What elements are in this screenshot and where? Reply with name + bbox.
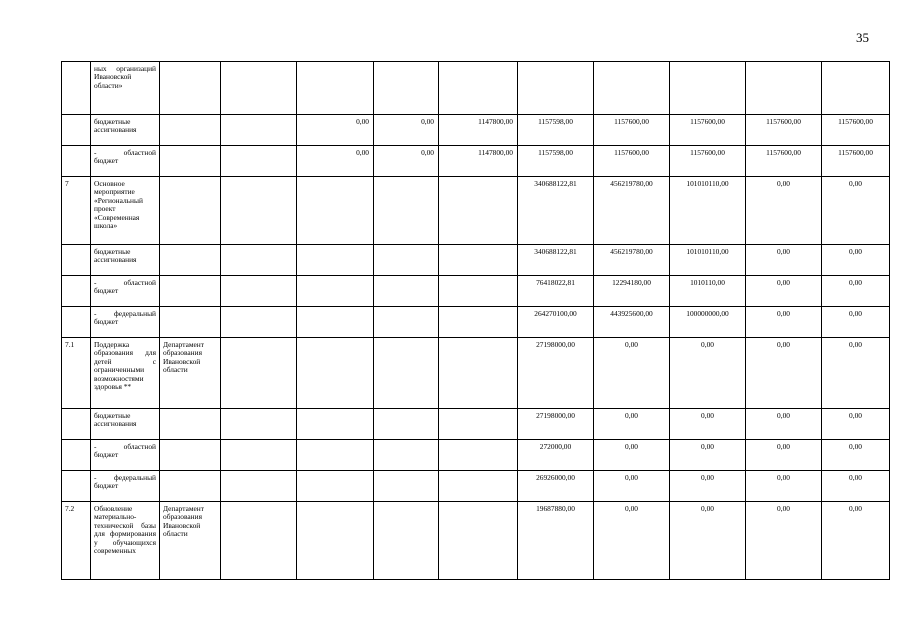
value-cell: 456219780,00 <box>594 177 670 245</box>
row-name-cell: - областной бюджет <box>91 276 160 307</box>
value-cell <box>221 146 297 177</box>
row-name-cell: - областной бюджет <box>91 146 160 177</box>
value-cell <box>439 440 518 471</box>
value-cell: 26926000,00 <box>518 471 594 502</box>
table-row <box>62 62 890 115</box>
value-cell: 0,00 <box>374 115 439 146</box>
value-cell: 0,00 <box>670 440 746 471</box>
row-code-cell <box>62 115 91 146</box>
value-cell: 264270100,00 <box>518 307 594 338</box>
value-cell: 27198000,00 <box>518 409 594 440</box>
value-cell: 0,00 <box>822 245 890 276</box>
row-executor-cell <box>160 177 221 245</box>
value-cell: 1157598,00 <box>518 115 594 146</box>
value-cell: 12294180,00 <box>594 276 670 307</box>
value-cell: 0,00 <box>746 338 822 409</box>
value-cell: 340688122,81 <box>518 177 594 245</box>
table-row <box>62 409 890 440</box>
value-cell: 0,00 <box>746 471 822 502</box>
value-cell: 1157600,00 <box>822 115 890 146</box>
value-cell: 1147800,00 <box>439 115 518 146</box>
row-name-cell: - федеральный бюджет <box>91 471 160 502</box>
value-cell <box>297 276 374 307</box>
value-cell <box>374 245 439 276</box>
value-cell: 1157600,00 <box>594 115 670 146</box>
table-row <box>62 471 890 502</box>
row-code-cell: 7.2 <box>62 502 91 580</box>
value-cell: 1010110,00 <box>670 276 746 307</box>
value-cell <box>297 502 374 580</box>
value-cell <box>374 502 439 580</box>
table-row <box>62 338 890 409</box>
page-number: 35 <box>856 30 869 45</box>
value-cell <box>297 409 374 440</box>
value-cell: 0,00 <box>746 502 822 580</box>
row-executor-cell: Департамент образования Ивановской области <box>160 502 221 580</box>
value-cell: 0,00 <box>822 177 890 245</box>
value-cell <box>374 276 439 307</box>
row-code-cell <box>62 62 91 115</box>
value-cell: 0,00 <box>297 146 374 177</box>
row-executor-cell <box>160 276 221 307</box>
row-code-cell <box>62 276 91 307</box>
value-cell: 0,00 <box>670 409 746 440</box>
value-cell <box>439 307 518 338</box>
value-cell <box>297 245 374 276</box>
row-name-cell: бюджетные ассигнования <box>91 409 160 440</box>
value-cell: 0,00 <box>594 409 670 440</box>
row-code-cell <box>62 409 91 440</box>
value-cell <box>221 245 297 276</box>
value-cell: 0,00 <box>822 440 890 471</box>
table-row <box>62 502 890 580</box>
value-cell: 27198000,00 <box>518 338 594 409</box>
value-cell: 0,00 <box>374 146 439 177</box>
value-cell: 1157600,00 <box>746 115 822 146</box>
value-cell: 0,00 <box>822 307 890 338</box>
value-cell <box>221 440 297 471</box>
value-cell: 1157600,00 <box>822 146 890 177</box>
value-cell <box>297 307 374 338</box>
value-cell: 100000000,00 <box>670 307 746 338</box>
value-cell: 456219780,00 <box>594 245 670 276</box>
value-cell <box>518 62 594 115</box>
value-cell: 0,00 <box>822 409 890 440</box>
value-cell <box>670 62 746 115</box>
value-cell <box>439 177 518 245</box>
row-executor-cell <box>160 245 221 276</box>
value-cell: 0,00 <box>594 338 670 409</box>
value-cell: 0,00 <box>746 245 822 276</box>
row-name-cell: - федеральный бюджет <box>91 307 160 338</box>
row-executor-cell <box>160 471 221 502</box>
value-cell: 19687880,00 <box>518 502 594 580</box>
row-code-cell: 7 <box>62 177 91 245</box>
value-cell: 1157600,00 <box>670 115 746 146</box>
value-cell <box>439 338 518 409</box>
value-cell <box>374 338 439 409</box>
table-row <box>62 276 890 307</box>
value-cell: 1157600,00 <box>746 146 822 177</box>
value-cell <box>297 62 374 115</box>
row-name-cell: - областной бюджет <box>91 440 160 471</box>
value-cell: 76418022,81 <box>518 276 594 307</box>
value-cell: 443925600,00 <box>594 307 670 338</box>
value-cell: 0,00 <box>822 338 890 409</box>
value-cell <box>221 177 297 245</box>
value-cell: 0,00 <box>746 177 822 245</box>
value-cell: 0,00 <box>746 409 822 440</box>
row-name-cell: Поддержка образования для детей с ограниченными возможностями здоровья ** <box>91 338 160 409</box>
value-cell <box>221 115 297 146</box>
value-cell <box>746 62 822 115</box>
table-row <box>62 177 890 245</box>
value-cell: 0,00 <box>297 115 374 146</box>
table-row <box>62 307 890 338</box>
value-cell: 0,00 <box>670 471 746 502</box>
row-name-cell: бюджетные ассигнования <box>91 245 160 276</box>
row-executor-cell <box>160 307 221 338</box>
value-cell: 0,00 <box>746 276 822 307</box>
value-cell <box>297 471 374 502</box>
value-cell <box>439 502 518 580</box>
table-row <box>62 440 890 471</box>
value-cell: 0,00 <box>670 502 746 580</box>
value-cell: 1157598,00 <box>518 146 594 177</box>
value-cell <box>221 471 297 502</box>
value-cell: 1147800,00 <box>439 146 518 177</box>
value-cell <box>221 62 297 115</box>
value-cell: 1157600,00 <box>670 146 746 177</box>
row-name-cell: ных организаций Ивановской области» <box>91 62 160 115</box>
row-code-cell <box>62 440 91 471</box>
value-cell <box>221 502 297 580</box>
table-row <box>62 146 890 177</box>
row-executor-cell <box>160 115 221 146</box>
value-cell: 101010110,00 <box>670 177 746 245</box>
value-cell: 0,00 <box>822 276 890 307</box>
budget-table <box>61 61 890 580</box>
value-cell: 0,00 <box>670 338 746 409</box>
row-code-cell <box>62 146 91 177</box>
row-executor-cell <box>160 409 221 440</box>
value-cell: 1157600,00 <box>594 146 670 177</box>
value-cell: 101010110,00 <box>670 245 746 276</box>
value-cell: 0,00 <box>822 471 890 502</box>
value-cell <box>374 177 439 245</box>
value-cell <box>374 440 439 471</box>
value-cell: 0,00 <box>594 440 670 471</box>
value-cell <box>297 440 374 471</box>
value-cell: 0,00 <box>746 307 822 338</box>
row-name-cell: бюджетные ассигнования <box>91 115 160 146</box>
value-cell: 272000,00 <box>518 440 594 471</box>
row-name-cell: Обновление материально-технической базы для формирования у обучающихся современных <box>91 502 160 580</box>
value-cell <box>374 409 439 440</box>
row-executor-cell <box>160 146 221 177</box>
row-name-cell: Основное мероприятие «Региональный проект «Современная школа» <box>91 177 160 245</box>
value-cell <box>221 307 297 338</box>
value-cell <box>374 62 439 115</box>
value-cell <box>439 245 518 276</box>
value-cell: 0,00 <box>594 502 670 580</box>
value-cell <box>297 338 374 409</box>
row-executor-cell <box>160 440 221 471</box>
value-cell: 0,00 <box>822 502 890 580</box>
value-cell <box>439 276 518 307</box>
row-code-cell <box>62 471 91 502</box>
value-cell: 0,00 <box>746 440 822 471</box>
value-cell <box>439 471 518 502</box>
value-cell <box>374 471 439 502</box>
row-executor-cell <box>160 62 221 115</box>
value-cell <box>221 338 297 409</box>
table-row <box>62 245 890 276</box>
value-cell <box>822 62 890 115</box>
row-code-cell <box>62 307 91 338</box>
value-cell: 0,00 <box>594 471 670 502</box>
value-cell <box>297 177 374 245</box>
value-cell <box>221 276 297 307</box>
value-cell <box>439 409 518 440</box>
row-executor-cell: Департамент образования Ивановской области <box>160 338 221 409</box>
value-cell <box>594 62 670 115</box>
value-cell <box>221 409 297 440</box>
table-row <box>62 115 890 146</box>
row-code-cell <box>62 245 91 276</box>
value-cell <box>374 307 439 338</box>
budget-table-body <box>62 62 890 580</box>
value-cell <box>439 62 518 115</box>
value-cell: 340688122,81 <box>518 245 594 276</box>
row-code-cell: 7.1 <box>62 338 91 409</box>
